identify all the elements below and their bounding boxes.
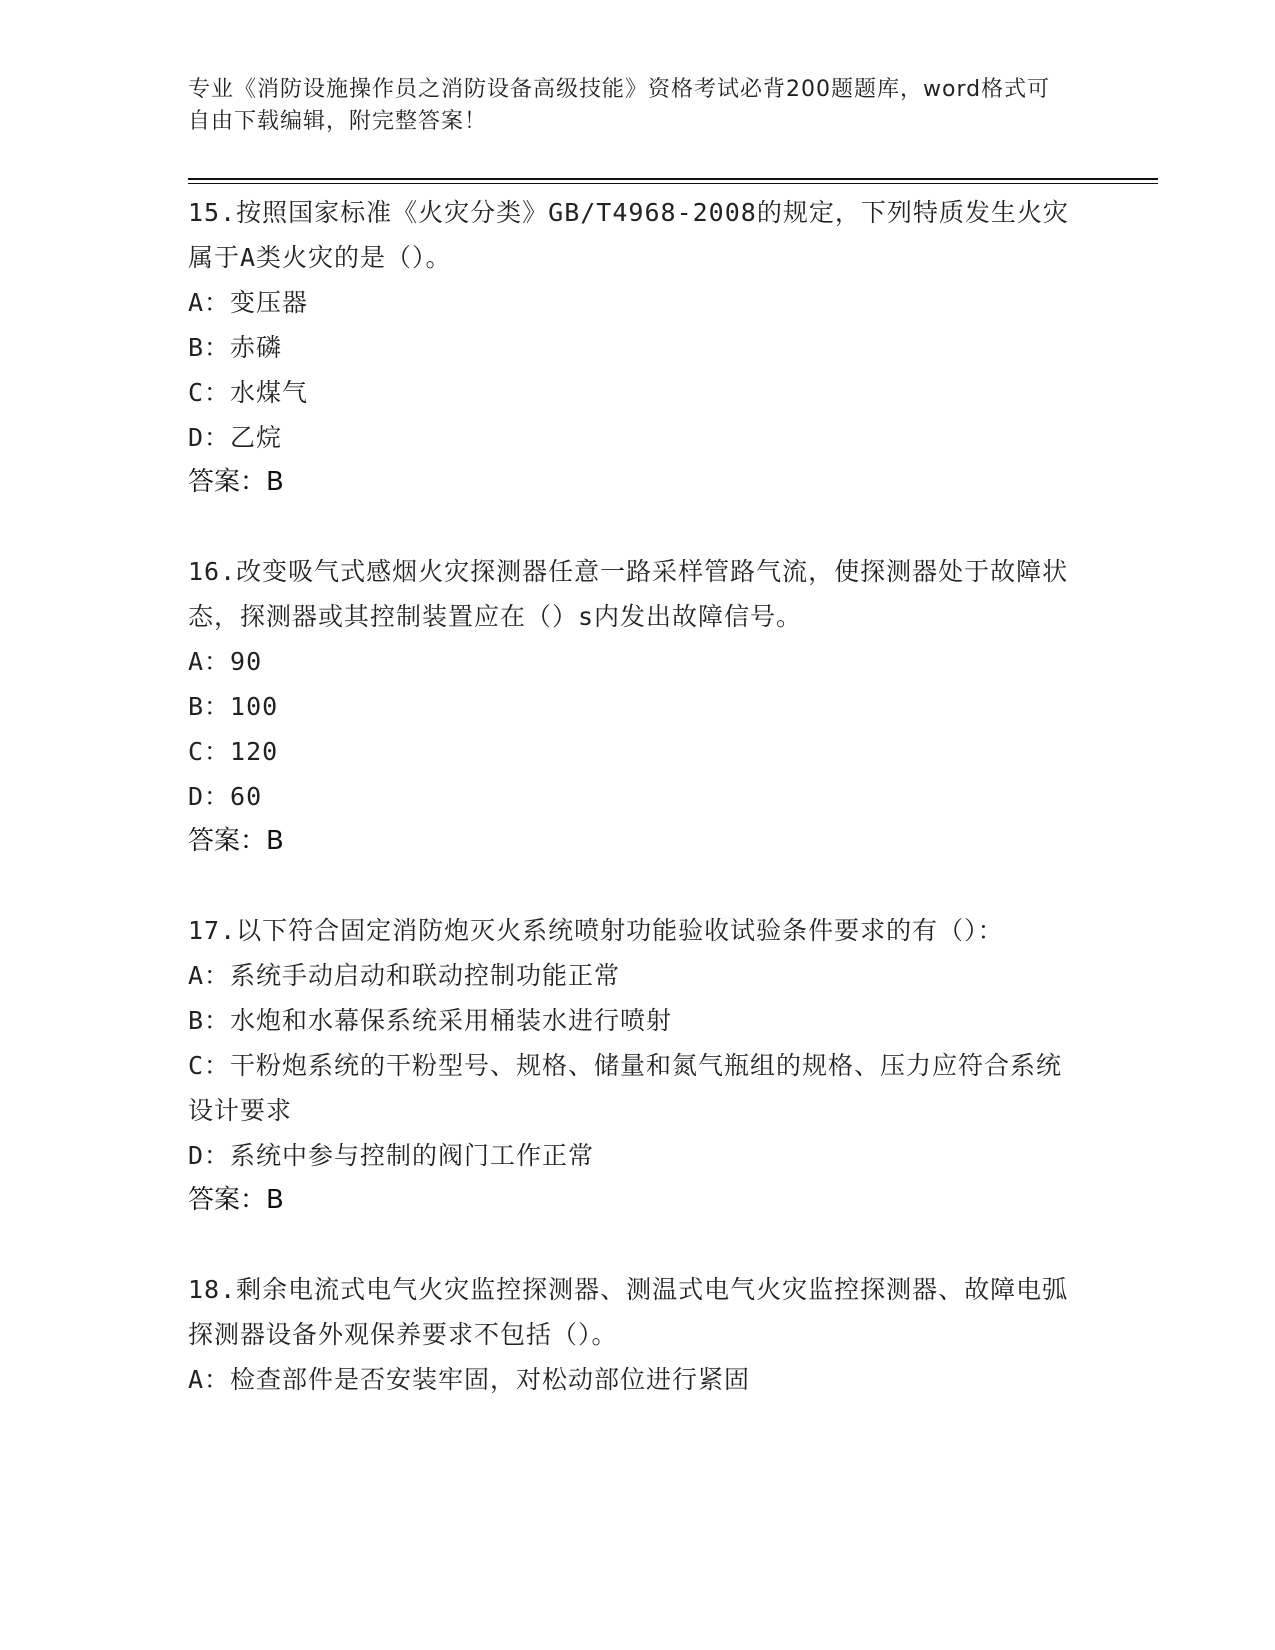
option-a: A：变压器 bbox=[188, 288, 309, 317]
option-d: D：乙烷 bbox=[188, 423, 283, 452]
option-a: A：系统手动启动和联动控制功能正常 bbox=[188, 961, 621, 990]
question-list bbox=[188, 190, 1088, 1446]
answer: 答案：B bbox=[188, 1185, 284, 1215]
question-stem: 17.以下符合固定消防炮灭火系统喷射功能验收试验条件要求的有（）： bbox=[188, 916, 1004, 945]
header-divider bbox=[188, 178, 1158, 180]
question-18 bbox=[188, 1267, 1088, 1402]
option-a: A：检查部件是否安装牢固，对松动部位进行紧固 bbox=[188, 1365, 751, 1394]
question-16 bbox=[188, 549, 1088, 864]
question-stem: 15.按照国家标准《火灾分类》GB/T4968-2008的规定，下列特质发生火灾属于A类火灾的是（）。 bbox=[188, 198, 1069, 272]
option-d: D：60 bbox=[188, 782, 263, 811]
option-c: C：120 bbox=[188, 737, 279, 766]
option-b: B：100 bbox=[188, 692, 279, 721]
option-b: B：水炮和水幕保系统采用桶装水进行喷射 bbox=[188, 1006, 673, 1035]
option-a: A：90 bbox=[188, 647, 263, 676]
option-d: D：系统中参与控制的阀门工作正常 bbox=[188, 1141, 595, 1170]
question-17 bbox=[188, 908, 1088, 1223]
header-divider-thin bbox=[188, 183, 1158, 184]
option-c: C：干粉炮系统的干粉型号、规格、储量和氮气瓶组的规格、压力应符合系统设计要求 bbox=[188, 1051, 1063, 1125]
document-header: 专业《消防设施操作员之消防设备高级技能》资格考试必背200题题库，word格式可自由下载编辑，附完整答案！ bbox=[188, 77, 1051, 134]
question-stem: 16.改变吸气式感烟火灾探测器任意一路采样管路气流，使探测器处于故障状态，探测器或其控制装置应在（）s内发出故障信号。 bbox=[188, 557, 1069, 631]
option-b: B：赤磷 bbox=[188, 333, 283, 362]
answer: 答案：B bbox=[188, 467, 284, 497]
question-15 bbox=[188, 190, 1088, 505]
answer: 答案：B bbox=[188, 826, 284, 856]
question-stem: 18.剩余电流式电气火灾监控探测器、测温式电气火灾监控探测器、故障电弧探测器设备外观保养要求不包括（）。 bbox=[188, 1275, 1069, 1349]
option-c: C：水煤气 bbox=[188, 378, 309, 407]
